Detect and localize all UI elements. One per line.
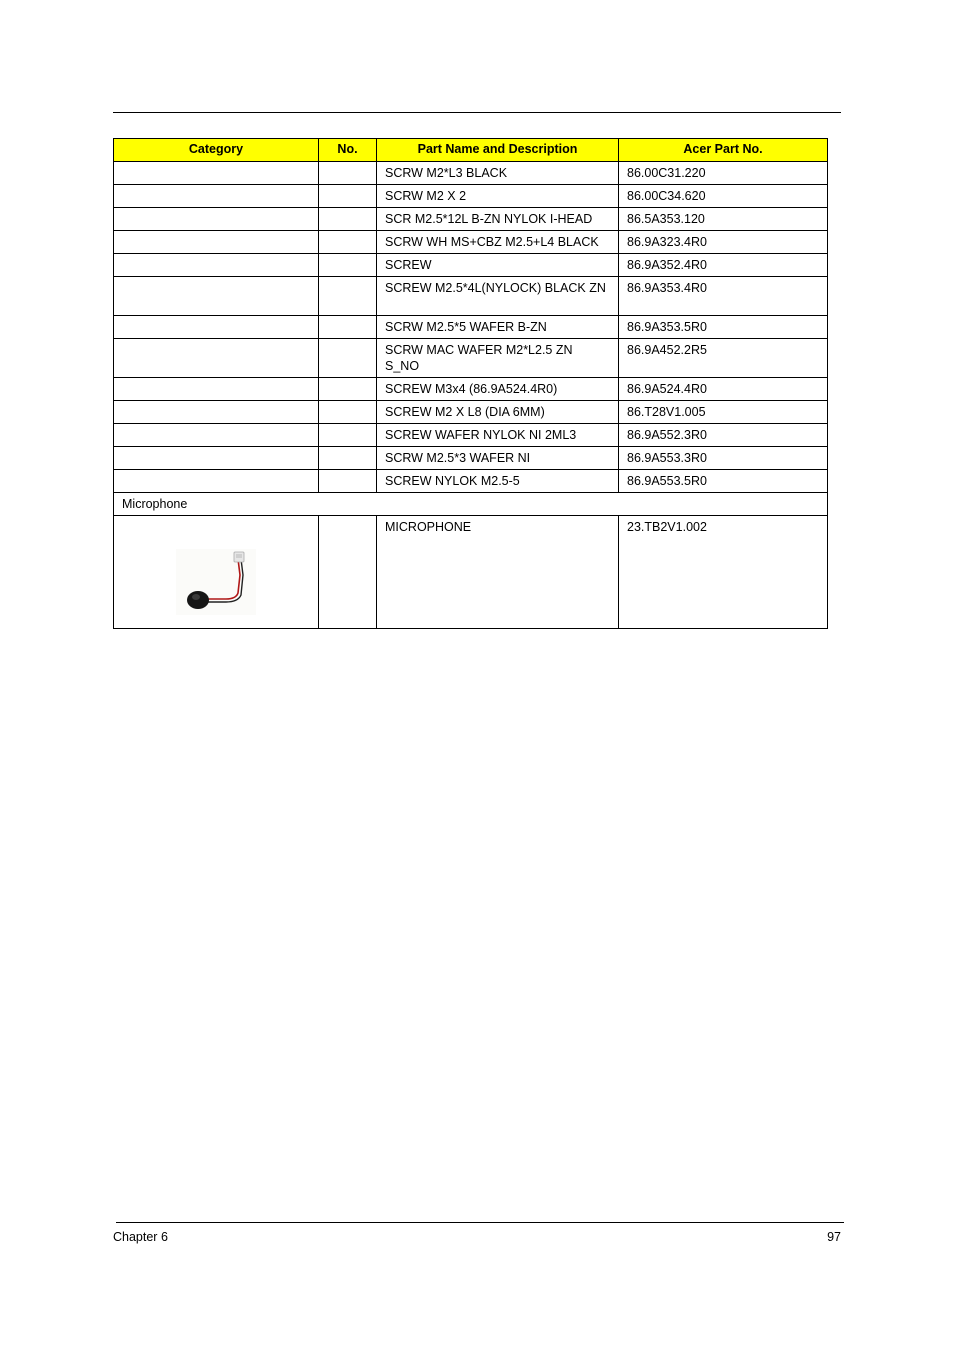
- part-name-cell: SCREW M2 X L8 (DIA 6MM): [377, 401, 619, 424]
- table-row: [114, 424, 828, 447]
- table-row: [114, 447, 828, 470]
- part-no-cell: 86.9A352.4R0: [619, 254, 828, 277]
- category-cell: [114, 316, 319, 339]
- part-name-cell: SCREW NYLOK M2.5-5: [377, 470, 619, 493]
- table-row: [114, 339, 828, 378]
- no-cell: [319, 401, 377, 424]
- part-name-cell: MICROPHONE: [377, 516, 619, 629]
- header-no: No.: [319, 139, 377, 162]
- footer-rule: [116, 1222, 844, 1223]
- part-no-cell: 86.9A452.2R5: [619, 339, 828, 378]
- part-no-cell: 86.9A353.4R0: [619, 277, 828, 316]
- footer-chapter: Chapter 6: [113, 1230, 168, 1244]
- part-name-cell: SCRW WH MS+CBZ M2.5+L4 BLACK: [377, 231, 619, 254]
- microphone-image: [176, 549, 256, 615]
- table-row: [114, 185, 828, 208]
- part-name-cell: SCRW M2.5*5 WAFER B-ZN: [377, 316, 619, 339]
- table-header-row: [114, 139, 828, 162]
- no-cell: [319, 378, 377, 401]
- no-cell: [319, 277, 377, 316]
- part-no-cell: 86.5A353.120: [619, 208, 828, 231]
- part-name-cell: SCRW M2*L3 BLACK: [377, 162, 619, 185]
- no-cell: [319, 470, 377, 493]
- footer-page-number: 97: [827, 1230, 841, 1244]
- part-name-cell: SCREW M2.5*4L(NYLOCK) BLACK ZN: [377, 277, 619, 316]
- header-part-name: Part Name and Description: [377, 139, 619, 162]
- category-cell: [114, 277, 319, 316]
- part-no-cell: 86.9A553.3R0: [619, 447, 828, 470]
- category-cell: [114, 162, 319, 185]
- part-name-cell: SCR M2.5*12L B-ZN NYLOK I-HEAD: [377, 208, 619, 231]
- no-cell: [319, 162, 377, 185]
- table-row: [114, 277, 828, 316]
- category-cell: [114, 231, 319, 254]
- part-name-cell: SCREW: [377, 254, 619, 277]
- part-name-cell: SCREW M3x4 (86.9A524.4R0): [377, 378, 619, 401]
- category-cell: [114, 424, 319, 447]
- part-no-cell: 86.9A552.3R0: [619, 424, 828, 447]
- category-cell: [114, 339, 319, 378]
- no-cell: [319, 516, 377, 629]
- no-cell: [319, 424, 377, 447]
- category-cell: [114, 401, 319, 424]
- table-row: [114, 162, 828, 185]
- category-cell: [114, 185, 319, 208]
- microphone-image-cell: [114, 516, 319, 629]
- part-no-cell: 86.9A524.4R0: [619, 378, 828, 401]
- part-no-cell: 86.T28V1.005: [619, 401, 828, 424]
- part-no-cell: 86.00C31.220: [619, 162, 828, 185]
- table-row: [114, 316, 828, 339]
- table-row: [114, 208, 828, 231]
- header-acer-part-no: Acer Part No.: [619, 139, 828, 162]
- category-cell: [114, 447, 319, 470]
- part-no-cell: 23.TB2V1.002: [619, 516, 828, 629]
- table-row: [114, 401, 828, 424]
- part-name-cell: SCRW M2.5*3 WAFER NI: [377, 447, 619, 470]
- header-rule: [113, 112, 841, 113]
- category-cell: [114, 208, 319, 231]
- category-row-microphone: [114, 493, 828, 516]
- part-name-cell: SCRW MAC WAFER M2*L2.5 ZN S_NO: [377, 339, 619, 378]
- table-row: [114, 231, 828, 254]
- no-cell: [319, 231, 377, 254]
- part-no-cell: 86.9A553.5R0: [619, 470, 828, 493]
- part-name-cell: SCREW WAFER NYLOK NI 2ML3: [377, 424, 619, 447]
- table-row: [114, 254, 828, 277]
- no-cell: [319, 339, 377, 378]
- no-cell: [319, 447, 377, 470]
- category-cell: [114, 470, 319, 493]
- table-row-microphone: [114, 516, 828, 629]
- table-row: [114, 378, 828, 401]
- header-category: Category: [114, 139, 319, 162]
- table-row: [114, 470, 828, 493]
- category-cell: [114, 254, 319, 277]
- parts-table: [113, 138, 828, 629]
- category-cell: [114, 378, 319, 401]
- part-name-cell: SCRW M2 X 2: [377, 185, 619, 208]
- no-cell: [319, 208, 377, 231]
- no-cell: [319, 254, 377, 277]
- part-no-cell: 86.9A323.4R0: [619, 231, 828, 254]
- part-no-cell: 86.9A353.5R0: [619, 316, 828, 339]
- no-cell: [319, 316, 377, 339]
- part-no-cell: 86.00C34.620: [619, 185, 828, 208]
- category-label: Microphone: [114, 493, 828, 516]
- no-cell: [319, 185, 377, 208]
